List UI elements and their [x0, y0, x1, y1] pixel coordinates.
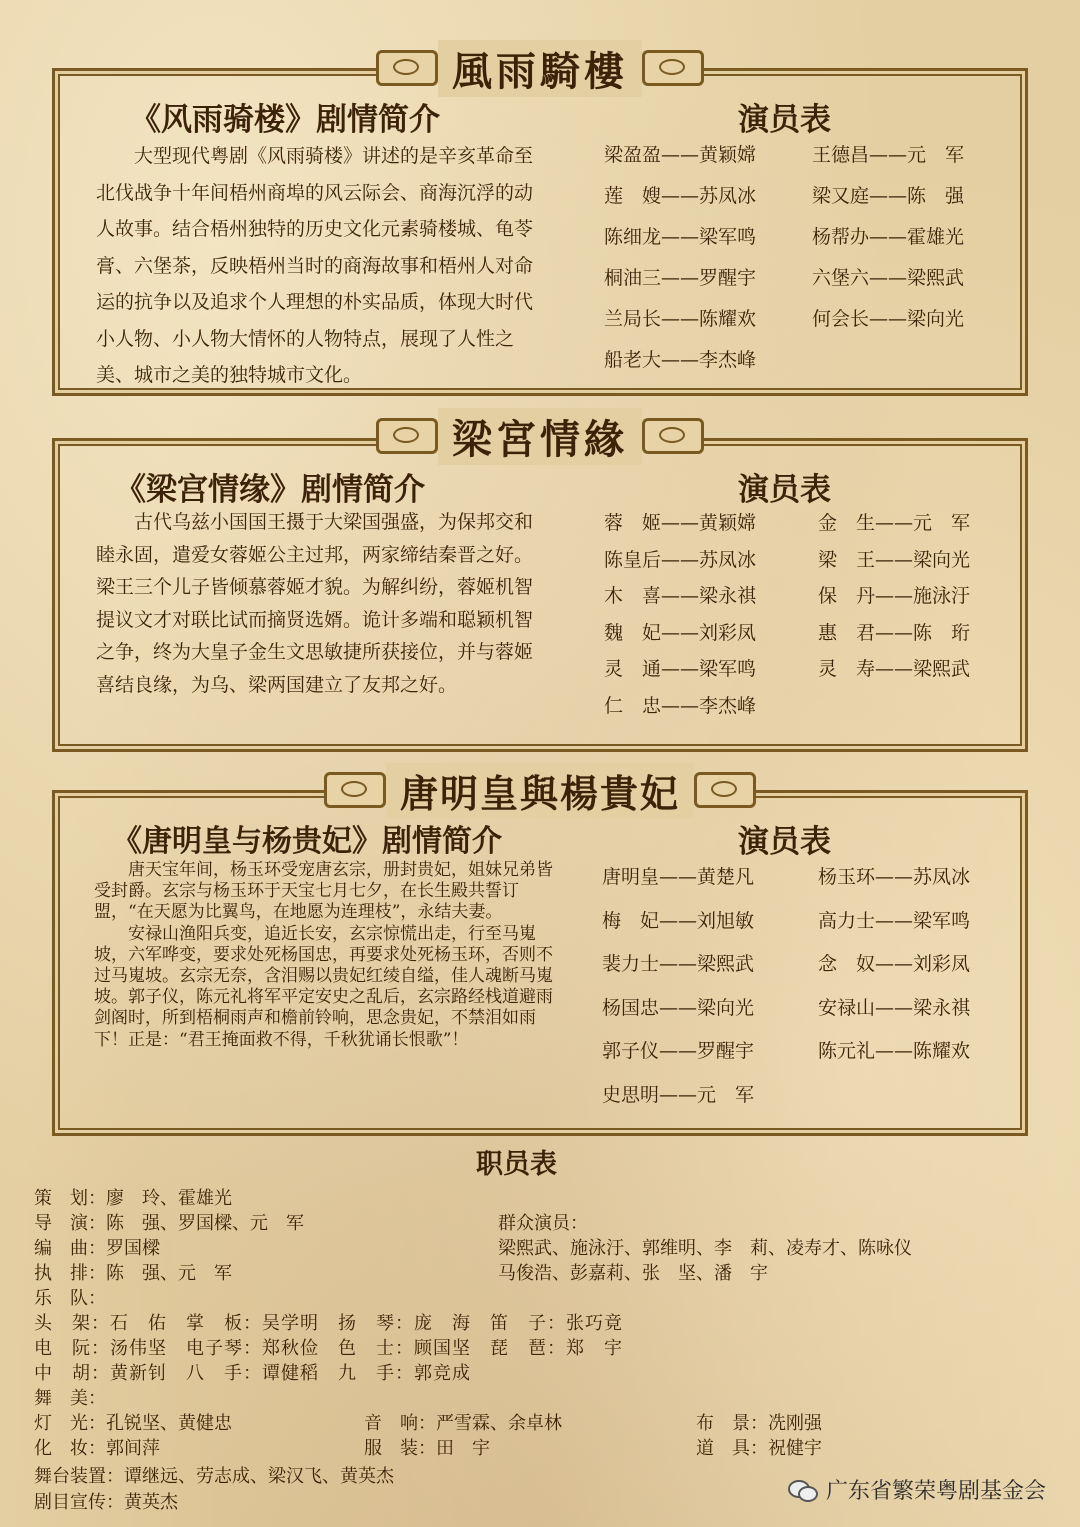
- section-2-cast: [604, 508, 1024, 728]
- ornament-right-icon: [642, 418, 704, 454]
- crew-line: 编 曲：罗国樑: [34, 1238, 160, 1259]
- crew-ensemble-label: 群众演员：: [498, 1213, 588, 1234]
- section-3-cast: [602, 862, 1022, 1112]
- wechat-icon: [788, 1478, 818, 1502]
- ornament-left-icon: [324, 772, 386, 808]
- crew-line: 乐 队：: [34, 1288, 106, 1309]
- cast-entry: 梁盈盈——黄颖嫦: [604, 144, 757, 166]
- crew-line: 舞 美：: [34, 1388, 106, 1409]
- cast-entry: 安禄山——梁永祺: [818, 996, 971, 1019]
- cast-entry: 陈元礼——陈耀欢: [818, 1040, 971, 1062]
- cast-entry: 兰局长——陈耀欢: [604, 308, 757, 330]
- watermark: [788, 1474, 1046, 1505]
- cast-entry: 王德昌——元 军: [812, 144, 965, 166]
- cast-entry: 裴力士——梁熙武: [602, 953, 755, 975]
- section-2-synopsis: [96, 506, 540, 702]
- synopsis-paragraph: 唐天宝年间，杨玉环受宠唐玄宗，册封贵妃，姐妹兄弟皆受封爵。玄宗与杨玉环于天宝七月七夕，在长生殿共誓订盟，“在天愿为比翼鸟，在地愿为连理枝”，永结夫妻。: [94, 860, 553, 923]
- ornament-right-icon: [642, 50, 704, 86]
- cast-entry: 陈皇后——苏凤冰: [604, 548, 757, 571]
- section-2-cast-heading: 演员表: [738, 472, 831, 508]
- cast-entry: 高力士——梁军鸣: [818, 909, 971, 932]
- ornament-left-icon: [376, 50, 438, 86]
- cast-entry: 杨玉环——苏凤冰: [818, 866, 971, 888]
- cast-entry: 保 丹——施泳汙: [818, 585, 971, 607]
- section-3-cast-heading: 演员表: [738, 824, 831, 860]
- crew-props: 道 具：祝健宇: [696, 1438, 822, 1459]
- crew-line: 电 阮：汤伟坚 电子琴：郑秋俭 色 士：顾国坚 琵 琶：郑 宇: [34, 1338, 623, 1359]
- crew-line: 导 演：陈 强、罗国樑、元 军: [34, 1213, 304, 1234]
- section-3-heading: 《唐明皇与杨贵妃》剧情简介: [112, 824, 502, 859]
- crew-line: 执 排：陈 强、元 军: [34, 1263, 232, 1284]
- cast-entry: 灵 寿——梁熙武: [818, 658, 971, 680]
- cast-entry: 惠 君——陈 珩: [818, 621, 971, 644]
- synopsis-paragraph: 大型现代粤剧《风雨骑楼》讲述的是辛亥革命至北伐战争十年间梧州商埠的风云际会、商海沉浮的动人故事。结合梧州独特的历史文化元素骑楼城、龟苓膏、六堡茶，反映梧州当时的商海故事和梧州人对命运的抗争以及追求个人理想的朴实品质，体现大时代小人物、小人物大情怀的人物特点，展现了人性之美、城市之美的独特城市文化。: [96, 145, 534, 386]
- crew-line: 舞台装置：谭继远、劳志成、梁汉飞、黄英杰: [34, 1466, 394, 1487]
- cast-entry: 唐明皇——黄楚凡: [602, 866, 755, 888]
- cast-entry: 杨帮办——霍雄光: [812, 226, 965, 248]
- cast-entry: 何会长——梁向光: [812, 308, 965, 330]
- cast-entry: 灵 通——梁军鸣: [604, 658, 757, 680]
- watermark-text: 广东省繁荣粤剧基金会: [825, 1478, 1046, 1503]
- section-1-cast-heading: 演员表: [738, 102, 831, 138]
- section-2-banner-title: 梁宮情緣: [438, 408, 642, 465]
- crew-title: 职员表: [476, 1149, 557, 1180]
- crew-line: 灯 光：孔锐坚、黄健忠: [34, 1413, 232, 1434]
- crew-ensemble-1: 梁熙武、施泳汙、郭维明、李 莉、凌寿才、陈咏仪: [498, 1238, 912, 1259]
- section-1-heading: 《风雨骑楼》剧情简介: [130, 102, 440, 138]
- section-3-banner-title: 唐明皇與楊貴妃: [386, 763, 694, 818]
- cast-entry: 魏 妃——刘彩凤: [604, 621, 757, 644]
- section-1-cast: [604, 140, 1024, 380]
- section-2-heading: 《梁宫情缘》剧情简介: [115, 472, 425, 508]
- cast-entry: 陈细龙——梁军鸣: [604, 226, 757, 248]
- synopsis-paragraph: 古代乌兹小国国王摄于大梁国强盛，为保邦交和睦永固，遣爱女蓉姬公主过邦，两家缔结秦晋之好。梁王三个儿子皆倾慕蓉姬才貌。为解纠纷，蓉姬机智提议文才对联比试而摘贤选婿。诡计多端和聪颖机智之争，终为大皇子金生文思敏捷所获接位，并与蓉姬喜结良缘，为乌、梁两国建立了友邦之好。: [96, 511, 534, 696]
- crew-line: 化 妆：郭间萍: [34, 1438, 160, 1459]
- section-2-banner: [300, 408, 780, 464]
- cast-entry: 莲 嫂——苏凤冰: [604, 185, 757, 207]
- crew-line: 剧目宣传：黄英杰: [34, 1492, 178, 1513]
- cast-entry: 木 喜——梁永祺: [604, 585, 757, 607]
- crew-set: 布 景：冼刚强: [696, 1413, 822, 1434]
- cast-entry: 梁 王——梁向光: [818, 548, 971, 571]
- section-3-banner: [250, 762, 830, 818]
- section-3-synopsis: [94, 860, 564, 1051]
- cast-entry: 六堡六——梁熙武: [812, 267, 965, 289]
- ornament-left-icon: [376, 418, 438, 454]
- cast-entry: 仁 忠——李杰峰: [604, 694, 757, 717]
- crew-line: 头 架：石 佑 掌 板：吴学明 扬 琴：庞 海 笛 子：张巧竟: [34, 1313, 623, 1334]
- section-1-banner-title: 風雨騎樓: [438, 40, 642, 97]
- crew-line: 中 胡：黄新钊 八 手：谭健稻 九 手：郭竞成: [34, 1363, 471, 1384]
- section-1-banner: [300, 40, 780, 96]
- synopsis-paragraph: 安禄山渔阳兵变，追近长安，玄宗惊慌出走，行至马嵬坡，六军哗变，要求处死杨国忠，再要求处死杨玉环，否则不过马嵬坡。玄宗无奈，含泪赐以贵妃红绫自缢，佳人魂断马嵬坡。郭子仪，陈元礼将军平定安史之乱后，玄宗路经栈道避雨剑阁时，所到梧桐雨声和檐前铃响，思念贵妃，不禁泪如雨下！正是：“君王掩面救不得，千秋犹诵长恨歌”！: [94, 923, 553, 1050]
- crew-costume: 服 装：田 宇: [364, 1438, 490, 1459]
- crew-ensemble-2: 马俊浩、彭嘉莉、张 坚、潘 宇: [498, 1263, 768, 1284]
- cast-entry: 郭子仪——罗醒宇: [602, 1040, 755, 1062]
- cast-entry: 船老大——李杰峰: [604, 349, 757, 371]
- cast-entry: 桐油三——罗醒宇: [604, 267, 757, 289]
- cast-entry: 史思明——元 军: [602, 1083, 755, 1106]
- cast-entry: 念 奴——刘彩凤: [818, 953, 971, 975]
- cast-entry: 金 生——元 军: [818, 512, 971, 534]
- crew-sound: 音 响：严雪霖、余卓林: [364, 1413, 562, 1434]
- ornament-right-icon: [694, 772, 756, 808]
- cast-entry: 杨国忠——梁向光: [602, 996, 755, 1019]
- cast-entry: 蓉 姬——黄颖嫦: [604, 512, 757, 534]
- crew-line: 策 划：廖 玲、霍雄光: [34, 1188, 232, 1209]
- section-1-synopsis: [96, 138, 540, 394]
- cast-entry: 梁又庭——陈 强: [812, 185, 965, 207]
- cast-entry: 梅 妃——刘旭敏: [602, 909, 755, 932]
